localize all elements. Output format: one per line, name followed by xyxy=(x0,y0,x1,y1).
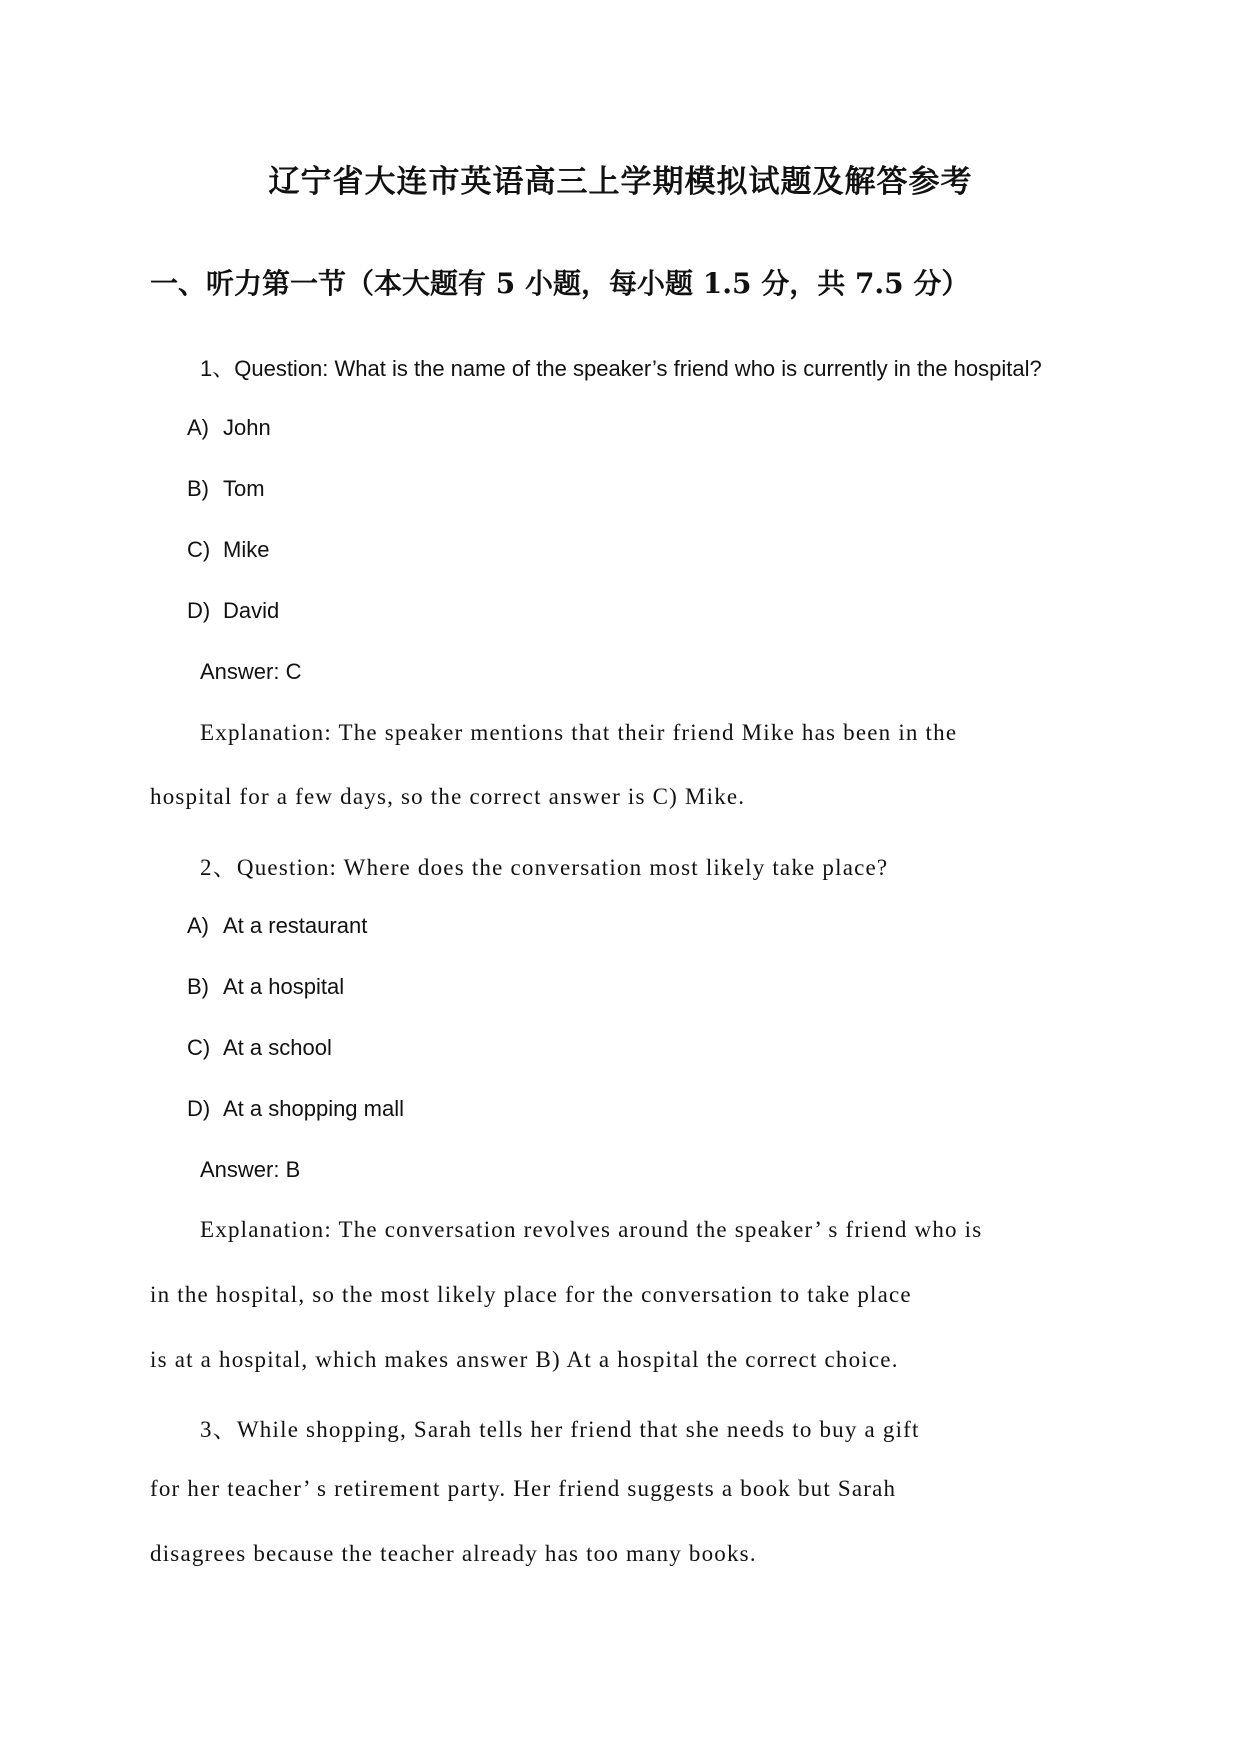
option-letter: B) xyxy=(187,974,209,999)
option-letter: C) xyxy=(187,1035,211,1060)
question-1-option-b xyxy=(187,476,265,502)
question-2-text: 2、Question: Where does the conversation most likely take place? xyxy=(200,855,889,880)
question-2-option-d xyxy=(187,1096,404,1122)
question-1-answer: Answer: C xyxy=(200,659,302,684)
option-letter: D) xyxy=(187,598,211,623)
option-text: At a school xyxy=(223,1035,332,1060)
question-3-text-line-3: disagrees because the teacher already has too many books. xyxy=(150,1541,757,1566)
option-letter: A) xyxy=(187,415,209,440)
document-title: 辽宁省大连市英语高三上学期模拟试题及解答参考 xyxy=(268,164,973,200)
question-1-text: 1、Question: What is the name of the speaker’s friend who is currently in the hospital? xyxy=(200,356,1042,381)
option-text: Mike xyxy=(223,537,270,562)
option-text: John xyxy=(223,415,271,440)
question-2-option-c xyxy=(187,1035,332,1061)
option-text: David xyxy=(223,598,280,623)
question-1-option-d xyxy=(187,598,279,624)
question-1-explanation-line-2: hospital for a few days, so the correct answer is C) Mike. xyxy=(150,784,746,809)
question-2-explanation-line-2: in the hospital, so the most likely place for the conversation to take place xyxy=(150,1282,912,1307)
question-2-option-a xyxy=(187,913,367,939)
option-letter: C) xyxy=(187,537,211,562)
question-2-option-b xyxy=(187,974,344,1000)
question-1-option-a xyxy=(187,415,271,441)
option-text: Tom xyxy=(223,476,265,501)
question-1-option-c xyxy=(187,537,269,563)
question-3-text-line-1: 3、While shopping, Sarah tells her friend that she needs to buy a gift xyxy=(200,1417,920,1442)
question-3-text-line-2: for her teacher’ s retirement party. Her friend suggests a book but Sarah xyxy=(150,1476,897,1501)
option-text: At a shopping mall xyxy=(223,1096,404,1121)
question-2-answer: Answer: B xyxy=(200,1157,301,1182)
option-text: At a hospital xyxy=(223,974,345,999)
question-2-explanation-line-3: is at a hospital, which makes answer B) At a hospital the correct choice. xyxy=(150,1347,899,1372)
option-letter: D) xyxy=(187,1096,211,1121)
question-2-explanation-line-1: Explanation: The conversation revolves around the speaker’ s friend who is xyxy=(200,1217,983,1242)
option-text: At a restaurant xyxy=(223,913,368,938)
section-heading: 一、听力第一节（本大题有 5 小题，每小题 1.5 分，共 7.5 分） xyxy=(150,267,970,300)
option-letter: B) xyxy=(187,476,209,501)
option-letter: A) xyxy=(187,913,209,938)
question-1-explanation-line-1: Explanation: The speaker mentions that their friend Mike has been in the xyxy=(200,720,958,745)
